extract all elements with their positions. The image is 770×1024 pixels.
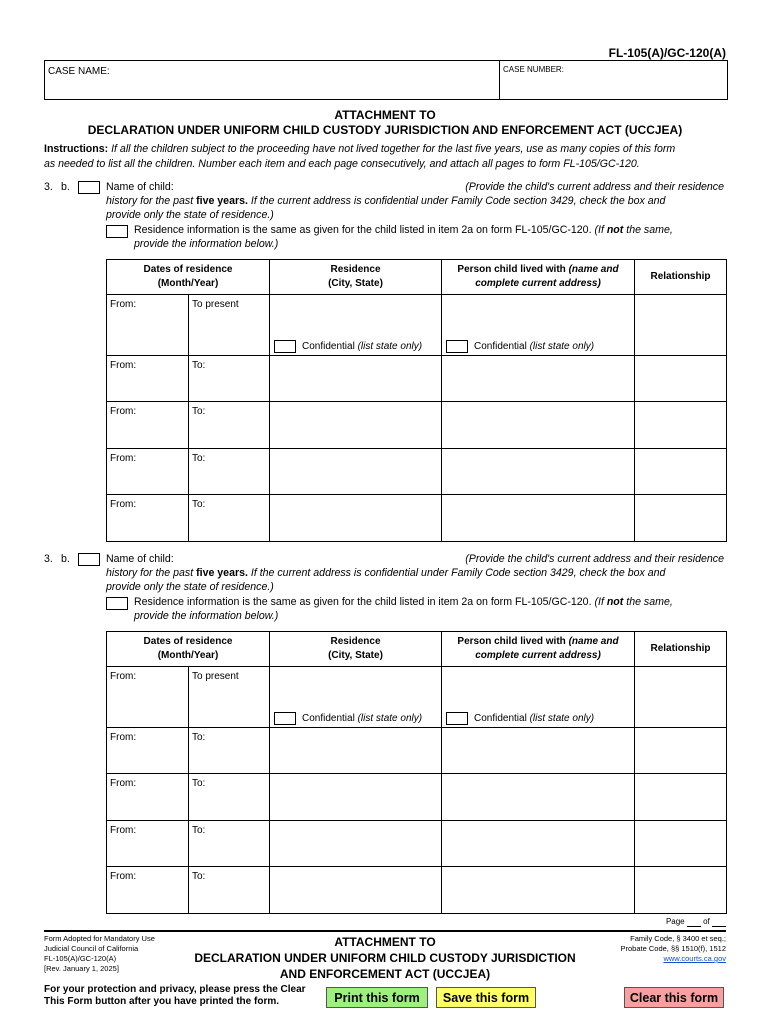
table-row: [107, 667, 727, 728]
table-row: From: To:: [107, 867, 727, 914]
case-name-field[interactable]: [125, 65, 485, 93]
child-checkbox[interactable]: [78, 553, 100, 566]
col-residence-header: Residence (City, State): [270, 632, 442, 667]
courts-link[interactable]: www.courts.ca.gov: [663, 954, 726, 963]
confidential-person: Confidential (list state only): [446, 340, 594, 353]
footer-rule: [44, 930, 726, 932]
item-number: 3.: [44, 181, 53, 193]
col-residence-header: Residence (City, State): [270, 260, 442, 295]
clear-button[interactable]: Clear this form: [624, 987, 724, 1008]
page-number-field[interactable]: [687, 917, 701, 927]
title-line2: DECLARATION UNDER UNIFORM CHILD CUSTODY JURISDICTION AND ENFORCEMENT ACT (UCCJEA): [87, 123, 683, 137]
col-person-header: Person child lived with (name and complete current address): [442, 632, 635, 667]
item-letter: b.: [61, 553, 70, 565]
table-row: From: To:: [107, 402, 727, 449]
col-dates-header: Dates of residence (Month/Year): [107, 260, 270, 295]
instruction-a: (Provide the child's current address and their residence: [465, 181, 724, 193]
instruction-b: history for the past five years. If the current address is confidential under Family Code section 3429, check the box and: [106, 195, 666, 207]
privacy-notice: For your protection and privacy, please press the Clear This Form button after you have printed the form.: [44, 984, 306, 1007]
instruction-a: (Provide the child's current address and their residence: [465, 553, 724, 565]
same-residence-checkbox[interactable]: [106, 597, 128, 610]
relationship-cell[interactable]: [635, 667, 727, 728]
instructions-label: Instructions:: [44, 143, 109, 155]
to-present-cell: To present: [189, 295, 270, 356]
residence-cell[interactable]: [270, 667, 442, 728]
same-residence-text-2: provide the information below.): [134, 610, 279, 622]
page-total-field[interactable]: [712, 917, 726, 927]
confidential-residence: Confidential (list state only): [274, 340, 422, 353]
confidential-residence: Confidential (list state only): [274, 712, 422, 725]
confidential-person: Confidential (list state only): [446, 712, 594, 725]
child-section-2: [0, 550, 770, 915]
instructions-text2: as needed to list all the children. Number each item and each page consecutively, and attach all pages to form FL-105/GC-120.: [44, 158, 640, 170]
residence-table: [106, 631, 727, 914]
residence-cell[interactable]: [270, 295, 442, 356]
child-checkbox[interactable]: [78, 181, 100, 194]
confidential-checkbox[interactable]: [446, 712, 468, 725]
instructions-text1: If all the children subject to the proceeding have not lived together for the last five years, use as many copies of this form: [108, 143, 676, 155]
title-line1: ATTACHMENT TO: [334, 108, 436, 122]
table-row: From: To:: [107, 774, 727, 821]
child-section-1: [0, 178, 770, 543]
instruction-c: provide only the state of residence.): [106, 209, 274, 221]
table-row: From: To:: [107, 356, 727, 402]
page-number: Page of: [666, 917, 726, 927]
instructions: [44, 142, 734, 172]
case-number-label: CASE NUMBER:: [503, 65, 564, 74]
case-name-label: CASE NAME:: [48, 66, 110, 77]
print-button[interactable]: Print this form: [326, 987, 428, 1008]
confidential-checkbox[interactable]: [446, 340, 468, 353]
name-of-child-label: Name of child:: [106, 553, 174, 565]
instruction-c: provide only the state of residence.): [106, 581, 274, 593]
footer-right: Family Code, § 3400 et seq.; Probate Code, §§ 1510(f), 1512 www.courts.ca.gov: [620, 934, 726, 963]
col-relationship-header: Relationship: [635, 632, 727, 667]
case-header-box: [44, 60, 728, 100]
table-row: [107, 295, 727, 356]
table-row: From: To:: [107, 728, 727, 774]
item-letter: b.: [61, 181, 70, 193]
footer-left: Form Adopted for Mandatory Use Judicial Council of California FL-105(A)/GC-120(A) [Rev. January 1, 2025]: [44, 934, 155, 973]
residence-table: [106, 259, 727, 542]
confidential-checkbox[interactable]: [274, 712, 296, 725]
same-residence-text: Residence information is the same as given for the child listed in item 2a on form FL-105/GC-120. (If not the same,: [134, 596, 673, 608]
from-cell[interactable]: From:: [107, 667, 189, 728]
case-header-divider: [499, 61, 500, 99]
same-residence-text-2: provide the information below.): [134, 238, 279, 250]
table-row: From: To:: [107, 449, 727, 495]
relationship-cell[interactable]: [635, 295, 727, 356]
same-residence-text: Residence information is the same as given for the child listed in item 2a on form FL-105/GC-120. (If not the same,: [134, 224, 673, 236]
name-of-child-label: Name of child:: [106, 181, 174, 193]
confidential-checkbox[interactable]: [274, 340, 296, 353]
from-cell[interactable]: From:: [107, 295, 189, 356]
person-cell[interactable]: [442, 295, 635, 356]
table-row: From: To:: [107, 821, 727, 867]
save-button[interactable]: Save this form: [436, 987, 536, 1008]
to-present-cell: To present: [189, 667, 270, 728]
col-person-header: Person child lived with (name and complete current address): [442, 260, 635, 295]
same-residence-checkbox[interactable]: [106, 225, 128, 238]
case-number-field[interactable]: [503, 77, 723, 95]
footer-title: ATTACHMENT TO DECLARATION UNDER UNIFORM CHILD CUSTODY JURISDICTION AND ENFORCEMENT ACT (UCCJEA): [194, 935, 576, 981]
form-id: FL-105(A)/GC-120(A): [608, 46, 726, 60]
col-dates-header: Dates of residence (Month/Year): [107, 632, 270, 667]
name-of-child-field[interactable]: [182, 551, 442, 565]
instruction-b: history for the past five years. If the current address is confidential under Family Code section 3429, check the box and: [106, 567, 666, 579]
item-number: 3.: [44, 553, 53, 565]
name-of-child-field[interactable]: [182, 179, 442, 193]
col-relationship-header: Relationship: [635, 260, 727, 295]
table-row: From: To:: [107, 495, 727, 542]
person-cell[interactable]: [442, 667, 635, 728]
